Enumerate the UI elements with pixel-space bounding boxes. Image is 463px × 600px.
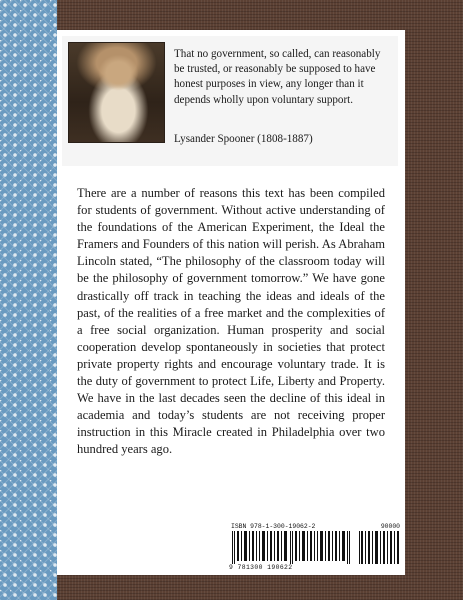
- bottom-border: [57, 575, 405, 600]
- back-cover-panel: [57, 30, 405, 575]
- barcode: [228, 523, 402, 573]
- author-portrait: [68, 42, 165, 143]
- quote-box: [62, 36, 398, 166]
- addon-barcode-bars: [359, 531, 399, 564]
- isbn-number: ISBN 978-1-300-19062-2: [231, 523, 316, 530]
- price-code: 90000: [380, 523, 400, 530]
- top-border: [57, 0, 405, 30]
- quote-text: That no government, so called, can reasonably be trusted, or reasonably be supposed to have honest purposes in view, any longer than it depends wholly upon voluntary support.: [174, 48, 381, 106]
- body-paragraph: There are a number of reasons this text has been compiled for students of government. Without active understanding of the foundations of the American Experiment, the Ideal the Framers and Founders of this nation will perish. As Abraham Lincoln stated, “The philosophy of the classroom today will be the philosophy of government tomorrow.” We have gone drastically off track in teaching the ideas and ideals of the past, of the realities of a free market and the complexities of a free social organization. Human prosperity and social cooperation develop spontaneously in societies that protect private property rights and encourage voluntary trade. It is the duty of government to protect Life, Liberty and Property. We have in the last decades seen the decline of this ideal in academia and today’s students are not receiving proper instruction in this Miracle created in Philadelphia over two hundred years ago.: [77, 186, 385, 457]
- left-pattern-strip: [0, 0, 57, 600]
- barcode-bars: [232, 531, 352, 564]
- quote-author: Lysander Spooner (1808-1887): [174, 133, 313, 145]
- right-pattern-strip: [405, 0, 463, 600]
- barcode-digits: 9 781300 190622: [229, 564, 293, 571]
